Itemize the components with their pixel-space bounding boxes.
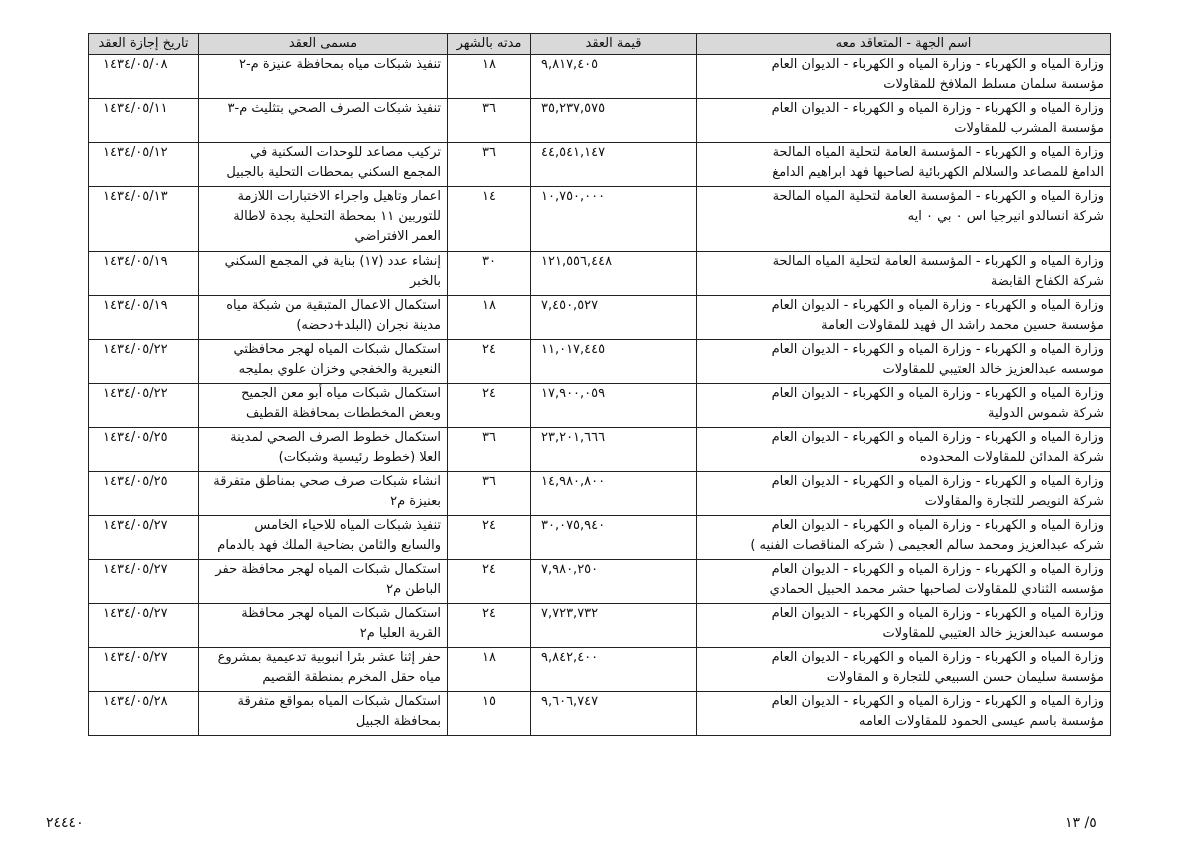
cell-party-line: وزارة المياه و الكهرباء - المؤسسة العامة لتحلية المياه المالحة <box>772 145 1104 160</box>
cell-name-line: استكمال شبكات المياه بمواقع متفرقة <box>237 694 441 709</box>
cell-date: ١٤٣٤/٠٥/١٩ <box>89 296 199 340</box>
cell-value: ٣٥,٢٣٧,٥٧٥ <box>531 99 697 143</box>
cell-party-line: وزارة المياه و الكهرباء - وزارة المياه و الكهرباء - الديوان العام <box>771 298 1104 313</box>
cell-name <box>199 99 448 143</box>
cell-date: ١٤٣٤/٠٥/١١ <box>89 99 199 143</box>
cell-name-line: انشاء شبكات صرف صحي بمناطق متفرقة <box>213 474 441 489</box>
cell-value: ٩,٨٤٢,٤٠٠ <box>531 648 697 692</box>
cell-party-line: وزارة المياه و الكهرباء - وزارة المياه و الكهرباء - الديوان العام <box>771 57 1104 72</box>
cell-date: ١٤٣٤/٠٥/١٩ <box>89 252 199 296</box>
cell-value: ١١,٠١٧,٤٤٥ <box>531 340 697 384</box>
cell-party <box>697 99 1111 143</box>
cell-party-line: شركة شموس الدولية <box>987 406 1104 421</box>
cell-duration: ٢٤ <box>448 340 531 384</box>
cell-name-line: اعمار وتاهيل واجراء الاختبارات اللازمة <box>237 189 441 204</box>
cell-name <box>199 296 448 340</box>
cell-name-line: العلا (خطوط رئيسية وشبكات) <box>278 450 441 465</box>
cell-party-line: وزارة المياه و الكهرباء - وزارة المياه و الكهرباء - الديوان العام <box>771 650 1104 665</box>
cell-name <box>199 143 448 187</box>
cell-value: ١٠,٧٥٠,٠٠٠ <box>531 187 697 252</box>
cell-value: ١٧,٩٠٠,٠٥٩ <box>531 384 697 428</box>
cell-party <box>697 187 1111 252</box>
cell-name <box>199 560 448 604</box>
cell-name-line: العمر الافتراضي <box>354 229 441 244</box>
cell-date: ١٤٣٤/٠٥/١٢ <box>89 143 199 187</box>
cell-party-line: مؤسسة باسم عيسى الحمود للمقاولات العامه <box>858 714 1104 729</box>
cell-party-line: شركة المدائن للمقاولات المحدوده <box>919 450 1104 465</box>
cell-party <box>697 340 1111 384</box>
table-row <box>89 143 1111 187</box>
cell-party-line: وزارة المياه و الكهرباء - المؤسسة العامة لتحلية المياه المالحة <box>772 254 1104 269</box>
cell-party <box>697 143 1111 187</box>
cell-duration: ١٨ <box>448 296 531 340</box>
cell-party-line: موسسه عبدالعزيز خالد العتيبي للمقاولات <box>882 626 1104 641</box>
cell-name-line: الباطن م٢ <box>386 582 441 597</box>
cell-name-line: النعيرية والخفجي وخزان علوي بمليجه <box>238 362 441 377</box>
cell-duration: ٣٦ <box>448 472 531 516</box>
cell-party-line: وزارة المياه و الكهرباء - وزارة المياه و الكهرباء - الديوان العام <box>771 694 1104 709</box>
cell-date: ١٤٣٤/٠٥/٢٧ <box>89 516 199 560</box>
table-row <box>89 516 1111 560</box>
cell-duration: ٢٤ <box>448 516 531 560</box>
cell-name <box>199 648 448 692</box>
cell-name-line: والسابع والثامن بضاحية الملك فهد بالدمام <box>217 538 441 553</box>
cell-name <box>199 384 448 428</box>
cell-name <box>199 252 448 296</box>
table-row <box>89 252 1111 296</box>
cell-name-line: تركيب مصاعد للوحدات السكنية في <box>250 145 441 160</box>
header-date: تاريخ إجازة العقد <box>89 34 199 55</box>
cell-party <box>697 516 1111 560</box>
cell-name <box>199 340 448 384</box>
cell-name <box>199 692 448 736</box>
cell-duration: ٣٦ <box>448 99 531 143</box>
table-row <box>89 472 1111 516</box>
table-body <box>89 55 1111 736</box>
cell-party <box>697 55 1111 99</box>
cell-party-line: وزارة المياه و الكهرباء - وزارة المياه و الكهرباء - الديوان العام <box>771 562 1104 577</box>
page-number: ٥/ ١٣ <box>1065 815 1097 831</box>
table-row <box>89 692 1111 736</box>
cell-date: ١٤٣٤/٠٥/٠٨ <box>89 55 199 99</box>
cell-name-line: استكمال خطوط الصرف الصحي لمدينة <box>230 430 441 445</box>
cell-party-line: مؤسسة سليمان حسن السبيعي للتجارة و المقاولات <box>826 670 1104 685</box>
table-row <box>89 560 1111 604</box>
cell-name-line: وبعض المخططات بمحافظة القطيف <box>245 406 441 421</box>
cell-value: ٧,٧٢٣,٧٣٢ <box>531 604 697 648</box>
cell-duration: ٣٦ <box>448 143 531 187</box>
cell-date: ١٤٣٤/٠٥/٢٢ <box>89 384 199 428</box>
header-name: مسمى العقد <box>199 34 448 55</box>
cell-date: ١٤٣٤/٠٥/٢٥ <box>89 472 199 516</box>
cell-value: ٢٣,٢٠١,٦٦٦ <box>531 428 697 472</box>
cell-party-line: شركة انسالدو انيرجيا اس ٠ بي ٠ ايه <box>907 209 1104 224</box>
cell-value: ٩,٨١٧,٤٠٥ <box>531 55 697 99</box>
cell-party <box>697 560 1111 604</box>
table-row <box>89 428 1111 472</box>
table-row <box>89 604 1111 648</box>
table-row <box>89 296 1111 340</box>
cell-name-line: بالخبر <box>409 274 441 289</box>
cell-name <box>199 187 448 252</box>
cell-party-line: وزارة المياه و الكهرباء - وزارة المياه و الكهرباء - الديوان العام <box>771 101 1104 116</box>
cell-party <box>697 252 1111 296</box>
cell-name-line: بعنيزة م٢ <box>390 494 441 509</box>
cell-party <box>697 472 1111 516</box>
cell-party-line: شركه عبدالعزيز ومحمد سالم العجيمى ( شركه المناقصات الفنيه ) <box>750 538 1104 553</box>
cell-party <box>697 692 1111 736</box>
cell-party-line: وزارة المياه و الكهرباء - وزارة المياه و الكهرباء - الديوان العام <box>771 606 1104 621</box>
cell-duration: ٢٤ <box>448 384 531 428</box>
cell-value: ٤٤,٥٤١,١٤٧ <box>531 143 697 187</box>
cell-name <box>199 55 448 99</box>
cell-name-line: المجمع السكني بمحطات التحلية بالجبيل <box>226 165 441 180</box>
cell-value: ١٤,٩٨٠,٨٠٠ <box>531 472 697 516</box>
cell-party <box>697 296 1111 340</box>
cell-name-line: بمحافظة الجبيل <box>355 714 441 729</box>
cell-party <box>697 648 1111 692</box>
cell-duration: ٢٤ <box>448 560 531 604</box>
cell-name-line: مياه حقل المخرم بمنطقة القصيم <box>262 670 441 685</box>
cell-party <box>697 384 1111 428</box>
cell-name-line: استكمال شبكات مياه أبو معن الجميح <box>241 386 441 401</box>
cell-name <box>199 472 448 516</box>
cell-date: ١٤٣٤/٠٥/٢٨ <box>89 692 199 736</box>
cell-date: ١٤٣٤/٠٥/٢٥ <box>89 428 199 472</box>
contracts-sheet <box>88 33 1110 736</box>
cell-party-line: مؤسسة المشرب للمقاولات <box>954 121 1104 136</box>
cell-name-line: للتوربين ١١ بمحطة التحلية بجدة لاطالة <box>233 209 441 224</box>
cell-name-line: استكمال شبكات المياه لهجر محافظة <box>241 606 441 621</box>
cell-party-line: وزارة المياه و الكهرباء - وزارة المياه و الكهرباء - الديوان العام <box>771 386 1104 401</box>
cell-date: ١٤٣٤/٠٥/٢٧ <box>89 648 199 692</box>
table-row <box>89 187 1111 252</box>
cell-party-line: شركة الكفاح القابضة <box>990 274 1104 289</box>
cell-name-line: استكمال الاعمال المتبقية من شبكة مياه <box>226 298 441 313</box>
cell-party <box>697 428 1111 472</box>
cell-party-line: وزارة المياه و الكهرباء - وزارة المياه و الكهرباء - الديوان العام <box>771 474 1104 489</box>
cell-name-line: تنفيذ شبكات مياه بمحافظة عنيزة م-٢ <box>238 57 441 72</box>
cell-party-line: موسسه عبدالعزيز خالد العتيبي للمقاولات <box>882 362 1104 377</box>
cell-value: ٧,٤٥٠,٥٢٧ <box>531 296 697 340</box>
cell-name <box>199 604 448 648</box>
cell-name-line: استكمال شبكات المياه لهجر محافظتي <box>233 342 441 357</box>
cell-duration: ١٨ <box>448 648 531 692</box>
cell-party-line: مؤسسة حسين محمد راشد ال فهيد للمقاولات العامة <box>821 318 1104 333</box>
document-number: ٢٤٤٤٠ <box>46 815 84 831</box>
header-party: اسم الجهة - المتعاقد معه <box>697 34 1111 55</box>
cell-party-line: شركة النويصر للتجارة والمقاولات <box>924 494 1104 509</box>
cell-duration: ٣٠ <box>448 252 531 296</box>
cell-date: ١٤٣٤/٠٥/٢٢ <box>89 340 199 384</box>
cell-party-line: وزارة المياه و الكهرباء - وزارة المياه و الكهرباء - الديوان العام <box>771 518 1104 533</box>
cell-name <box>199 428 448 472</box>
cell-value: ٧,٩٨٠,٢٥٠ <box>531 560 697 604</box>
cell-duration: ٣٦ <box>448 428 531 472</box>
cell-date: ١٤٣٤/٠٥/٢٧ <box>89 604 199 648</box>
cell-party-line: مؤسسه الثنادي للمقاولات لصاحبها حشر محمد الحبيل الحمادي <box>769 582 1104 597</box>
cell-party-line: مؤسسة سلمان مسلط الملافخ للمقاولات <box>883 77 1104 92</box>
table-row <box>89 55 1111 99</box>
table-row <box>89 384 1111 428</box>
cell-duration: ١٥ <box>448 692 531 736</box>
table-row <box>89 648 1111 692</box>
cell-date: ١٤٣٤/٠٥/١٣ <box>89 187 199 252</box>
cell-name-line: استكمال شبكات المياه لهجر محافظة حفر <box>215 562 441 577</box>
cell-value: ٩,٦٠٦,٧٤٧ <box>531 692 697 736</box>
header-value: قيمة العقد <box>531 34 697 55</box>
contracts-table <box>88 33 1111 736</box>
cell-party-line: وزارة المياه و الكهرباء - المؤسسة العامة لتحلية المياه المالحة <box>772 189 1104 204</box>
header-duration: مدته بالشهر <box>448 34 531 55</box>
table-row <box>89 340 1111 384</box>
cell-party <box>697 604 1111 648</box>
cell-name-line: تنفيذ شبكات الصرف الصحي بتثليث م-٣ <box>227 101 441 116</box>
cell-name-line: حفر إثنا عشر بئرا انبوبية تدعيمية بمشروع <box>217 650 441 665</box>
cell-name-line: تنفيذ شبكات المياه للاحياء الخامس <box>254 518 441 533</box>
cell-name-line: القرية العليا م٢ <box>359 626 441 641</box>
cell-date: ١٤٣٤/٠٥/٢٧ <box>89 560 199 604</box>
cell-value: ١٢١,٥٥٦,٤٤٨ <box>531 252 697 296</box>
table-header-row <box>89 34 1111 55</box>
cell-duration: ١٤ <box>448 187 531 252</box>
cell-value: ٣٠,٠٧٥,٩٤٠ <box>531 516 697 560</box>
table-row <box>89 99 1111 143</box>
cell-name <box>199 516 448 560</box>
cell-party-line: الدامغ للمصاعد والسلالم الكهربائية لصاحبها فهد ابراهيم الدامغ <box>772 165 1104 180</box>
cell-duration: ٢٤ <box>448 604 531 648</box>
cell-duration: ١٨ <box>448 55 531 99</box>
cell-name-line: مدينة نجران (البلد+دحضه) <box>296 318 441 333</box>
cell-name-line: إنشاء عدد (١٧) بناية في المجمع السكني <box>224 254 441 269</box>
cell-party-line: وزارة المياه و الكهرباء - وزارة المياه و الكهرباء - الديوان العام <box>771 430 1104 445</box>
cell-party-line: وزارة المياه و الكهرباء - وزارة المياه و الكهرباء - الديوان العام <box>771 342 1104 357</box>
